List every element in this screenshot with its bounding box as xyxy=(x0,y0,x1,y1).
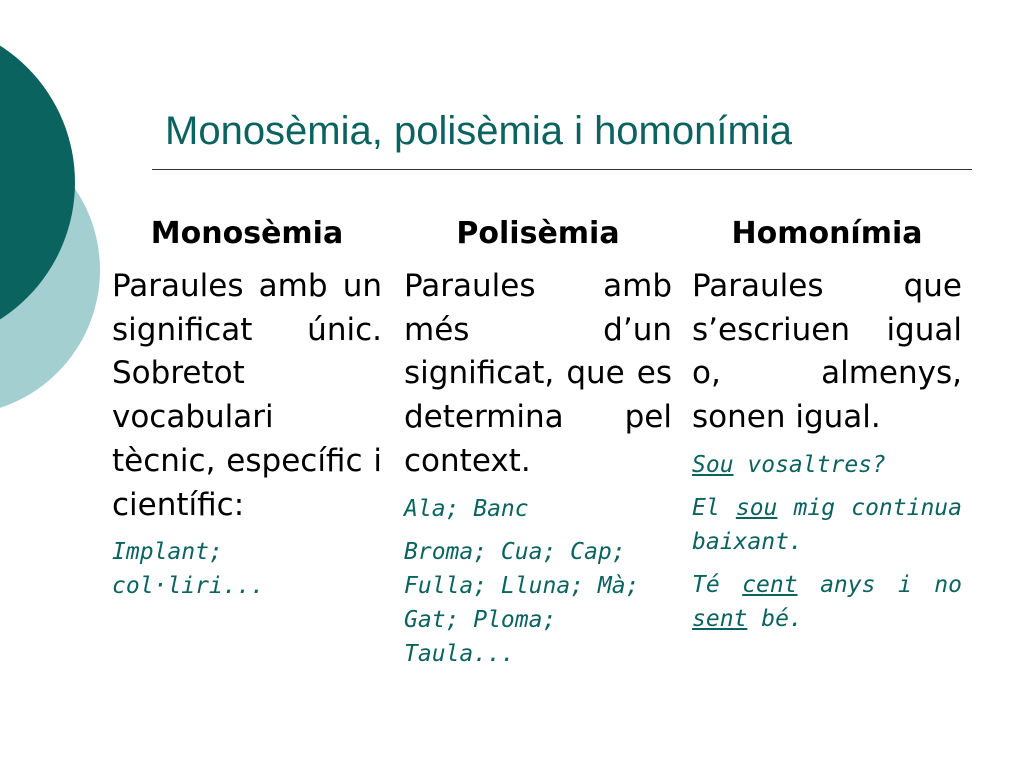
column-description: Paraules que s’escriuen igual o, almenys, sonen igual. xyxy=(692,268,962,436)
column-heading: Polisèmia xyxy=(456,216,620,251)
example-text: Ala; Banc xyxy=(404,495,529,522)
example-line xyxy=(404,535,672,671)
example-text: mig continua baixant. xyxy=(692,494,962,555)
column-heading: Monosèmia xyxy=(150,216,344,251)
example-text: Implant; col·liri... xyxy=(112,539,265,600)
column-description: Paraules amb més d’un significat, que es determina pel context. xyxy=(404,268,672,479)
column-homonimia xyxy=(692,212,962,645)
underlined-word: Sou xyxy=(692,451,734,478)
underlined-word: sent xyxy=(692,605,748,632)
column-description: Paraules amb un significat únic. Sobretot vocabulari tècnic, específic i científic: xyxy=(112,268,382,523)
column-monosemia xyxy=(112,212,382,612)
underlined-word: cent xyxy=(742,571,798,598)
underlined-word: sou xyxy=(735,494,778,521)
example-text: vosaltres? xyxy=(733,451,886,478)
slide-title: Monosèmia, polisèmia i homonímia xyxy=(165,109,792,153)
title-divider xyxy=(152,169,972,170)
examples-list xyxy=(692,448,962,636)
example-line xyxy=(112,535,382,603)
example-line xyxy=(692,491,962,559)
example-line xyxy=(692,568,962,636)
column-heading: Homonímia xyxy=(731,216,923,251)
example-text: Té xyxy=(692,571,743,598)
example-text: anys i no xyxy=(797,571,962,598)
example-text: Broma; Cua; Cap; Fulla; Lluna; Mà; Gat; Ploma; Taula... xyxy=(404,538,640,667)
example-line xyxy=(692,448,962,482)
example-line xyxy=(404,492,672,526)
example-text: El xyxy=(692,494,736,521)
column-polisemia xyxy=(404,212,672,680)
examples-list xyxy=(112,535,382,603)
example-text: bé. xyxy=(747,605,803,632)
examples-list xyxy=(404,492,672,671)
